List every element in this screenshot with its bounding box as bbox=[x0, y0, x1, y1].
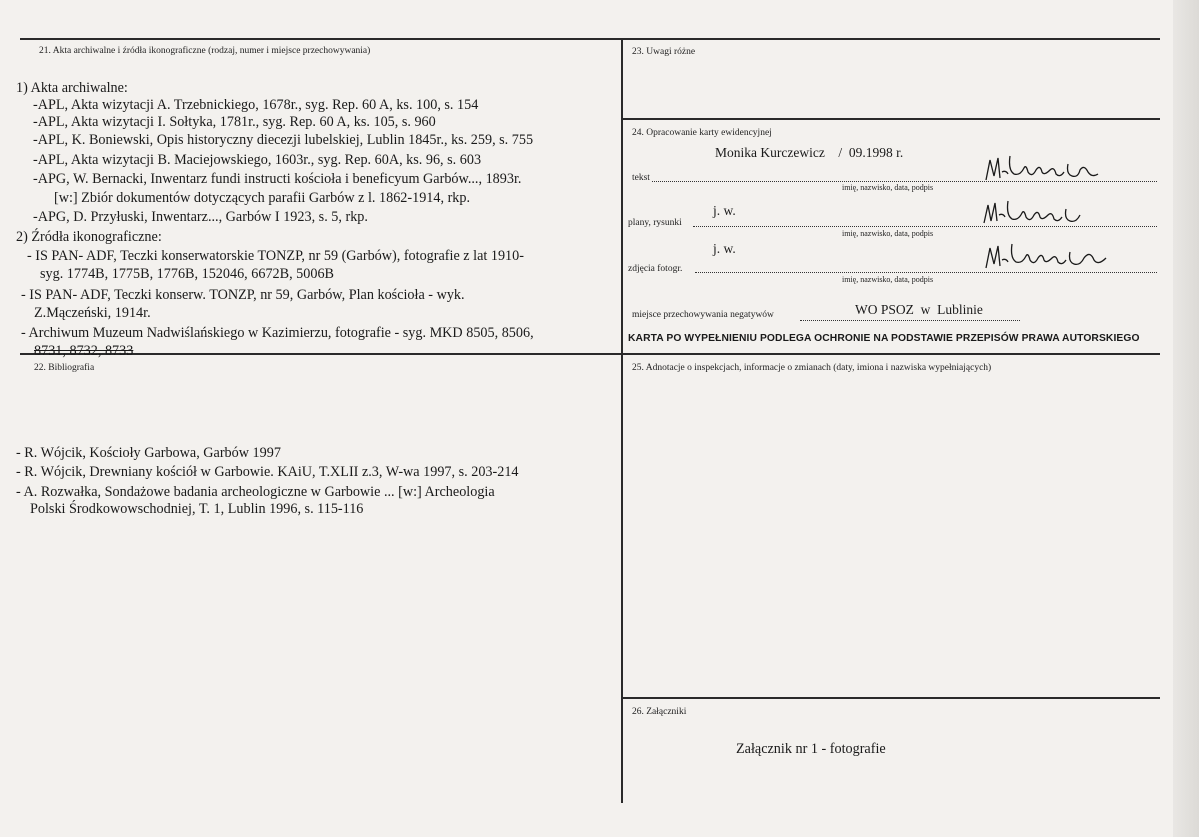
list-item: 2) Źródła ikonograficzne: bbox=[16, 229, 162, 245]
list-item: syg. 1774B, 1775B, 1776B, 152046, 6672B, 5006B bbox=[40, 266, 335, 282]
photos-value: j. w. bbox=[713, 241, 736, 256]
section-22-header: 22. Bibliografia bbox=[34, 363, 95, 373]
list-item: -APL, Akta wizytacji A. Trzebnickiego, 1678r., syg. Rep. 60 A, ks. 100, s. 154 bbox=[33, 97, 479, 113]
list-item: - Archiwum Muzeum Nadwiślańskiego w Kazimierzu, fotografie - syg. MKD 8505, 8506, bbox=[21, 325, 534, 341]
storage-value: WO PSOZ w Lublinie bbox=[855, 302, 983, 317]
plans-label: plany, rysunki bbox=[628, 218, 682, 228]
list-item: -APL, Akta wizytacji B. Maciejowskiego, 1603r., syg. Rep. 60A, ks. 96, s. 603 bbox=[33, 152, 482, 168]
copyright-notice: KARTA PO WYPEŁNIENIU PODLEGA OCHRONIE NA PODSTAWIE PRZEPISÓW PRAWA AUTORSKIEGO bbox=[628, 333, 1140, 344]
middle-border bbox=[20, 353, 1160, 355]
tekst-caption: imię, nazwisko, data, podpis bbox=[842, 183, 934, 192]
section-26-header: 26. Załączniki bbox=[632, 707, 687, 717]
signature-3 bbox=[982, 240, 1112, 272]
list-item: - R. Wójcik, Drewniany kościół w Garbowie. KAiU, T.XLII z.3, W-wa 1997, s. 203-214 bbox=[16, 464, 519, 480]
list-item: [w:] Zbiór dokumentów dotyczących parafii Garbów z l. 1862-1914, rkp. bbox=[54, 190, 471, 206]
plans-caption: imię, nazwisko, data, podpis bbox=[842, 229, 934, 238]
section-25-header: 25. Adnotacje o inspekcjach, informacje o zmianach (daty, imiona i nazwiska wypełniających) bbox=[632, 363, 992, 373]
signature-2 bbox=[980, 197, 1090, 227]
list-item: -APL, K. Boniewski, Opis historyczny diecezji lubelskiej, Lublin 1845r., ks. 259, s. 755 bbox=[33, 132, 534, 148]
tekst-label: tekst bbox=[632, 173, 650, 183]
section-21-header: 21. Akta archiwalne i źródła ikonograficzne (rodzaj, numer i miejsce przechowywania) bbox=[39, 46, 371, 56]
list-item: - A. Rozwałka, Sondażowe badania archeologiczne w Garbowie ... [w:] Archeologia bbox=[16, 484, 495, 500]
signature-1 bbox=[980, 152, 1110, 184]
page-edge bbox=[1173, 0, 1199, 837]
section-23-header: 23. Uwagi różne bbox=[632, 47, 696, 57]
list-item: - R. Wójcik, Kościoły Garbowa, Garbów 1997 bbox=[16, 445, 281, 461]
photos-caption: imię, nazwisko, data, podpis bbox=[842, 275, 934, 284]
list-item: -APL, Akta wizytacji I. Sołtyka, 1781r., syg. Rep. 60 A, ks. 105, s. 960 bbox=[33, 114, 436, 130]
list-item: - IS PAN- ADF, Teczki konserw. TONZP, nr 59, Garbów, Plan kościoła - wyk. bbox=[21, 287, 465, 303]
top-border bbox=[20, 38, 1160, 40]
list-item: -APG, D. Przyłuski, Inwentarz..., Garbów I 1923, s. 5, rkp. bbox=[33, 209, 368, 225]
list-item: -APG, W. Bernacki, Inwentarz fundi instructi kościoła i beneficyum Garbów..., 1893r. bbox=[33, 171, 522, 187]
list-item: - IS PAN- ADF, Teczki konserwatorskie TONZP, nr 59 (Garbów), fotografie z lat 1910- bbox=[27, 248, 524, 264]
author-value: Monika Kurczewicz / 09.1998 r. bbox=[715, 145, 904, 160]
list-item: 1) Akta archiwalne: bbox=[16, 80, 128, 96]
section-23-bottom-border bbox=[622, 118, 1160, 120]
storage-dotted-line bbox=[800, 320, 1020, 321]
column-divider bbox=[621, 38, 623, 803]
list-item: 8731, 8732, 8733 bbox=[34, 343, 134, 359]
section-24-header: 24. Opracowanie karty ewidencyjnej bbox=[632, 128, 772, 138]
plans-value: j. w. bbox=[713, 203, 736, 218]
photos-dotted-line bbox=[695, 272, 1157, 273]
storage-label: miejsce przechowywania negatywów bbox=[632, 310, 774, 320]
photos-label: zdjęcia fotogr. bbox=[628, 264, 683, 274]
list-item: Z.Mączeński, 1914r. bbox=[34, 305, 151, 321]
section-26-top-border bbox=[622, 697, 1160, 699]
list-item: Polski Środkowowschodniej, T. 1, Lublin 1996, s. 115-116 bbox=[30, 501, 364, 517]
attachment-value: Załącznik nr 1 - fotografie bbox=[736, 741, 886, 757]
